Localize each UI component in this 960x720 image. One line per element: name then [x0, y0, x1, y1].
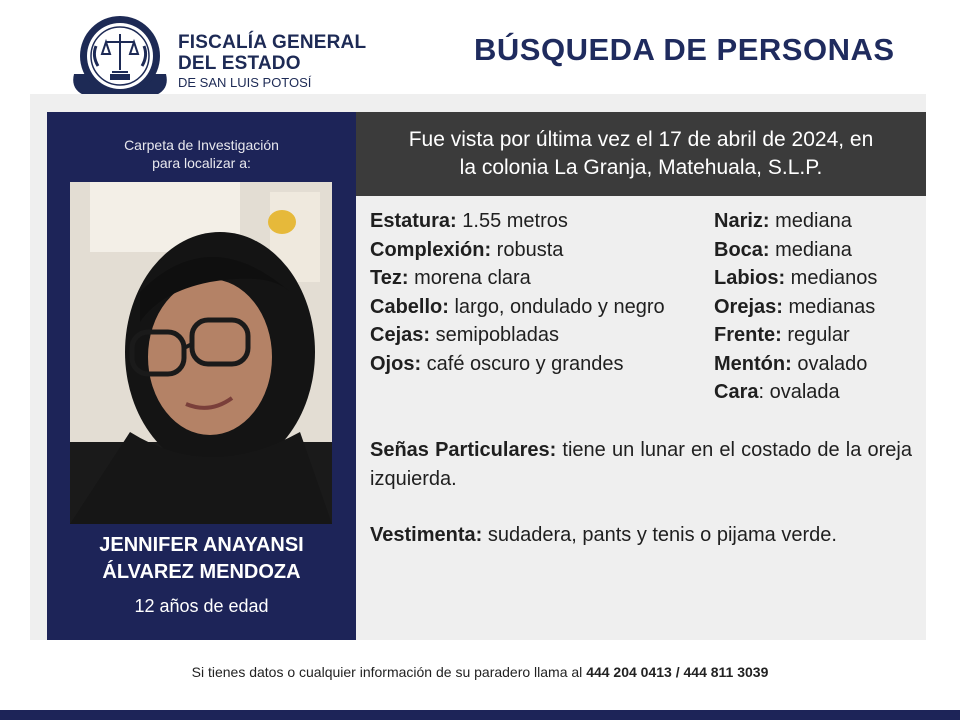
bottom-bar: [0, 710, 960, 720]
carpeta-label: [47, 136, 356, 172]
detail-label: Cabello:: [370, 295, 449, 318]
detail-value: café oscuro y grandes: [421, 352, 624, 375]
detail-value: medianos: [785, 267, 878, 289]
detail-value: robusta: [491, 238, 564, 261]
detail-label: Ojos:: [370, 352, 422, 375]
detail-orejas: [714, 293, 926, 322]
detail-labios: [714, 264, 926, 293]
detail-value: 1.55 metros: [456, 210, 568, 232]
detail-value: ovalado: [791, 352, 868, 375]
detail-estatura: [370, 207, 700, 236]
detail-value: regular: [781, 324, 850, 346]
detail-label: Complexión:: [370, 238, 492, 261]
detail-label: Tez:: [370, 267, 409, 289]
detail-label: Nariz:: [714, 210, 770, 232]
detail-value: medianas: [782, 295, 876, 318]
detail-label: Orejas:: [714, 295, 783, 318]
detail-label: Cejas:: [370, 324, 431, 346]
distinguishing-marks: [370, 436, 912, 493]
detail-ojos: [370, 350, 700, 379]
page-title: BÚSQUEDA DE PERSONAS: [474, 32, 895, 67]
institution-line-2: DEL ESTADO: [178, 53, 301, 74]
profile-column: [47, 112, 356, 640]
footer-text: Si tienes datos o cualquier información de su paradero llama al: [191, 664, 587, 680]
detail-value: largo, ondulado y negro: [448, 295, 665, 318]
last-seen-line-1: Fue vista por última vez el 17 de abril de 2024, en: [408, 128, 874, 151]
detail-menton: [714, 350, 926, 379]
clothing: [370, 521, 912, 550]
institution-line-1: FISCALÍA GENERAL: [178, 32, 367, 53]
detail-label: Mentón:: [714, 352, 792, 375]
person-name-line-1: JENNIFER ANAYANSI: [99, 534, 304, 556]
person-age: 12 años de edad: [134, 596, 269, 616]
contact-phones: 444 204 0413 / 444 811 3039: [586, 664, 769, 680]
last-seen-line-2: la colonia La Granja, Matehuala, S.L.P.: [459, 156, 823, 179]
vestimenta-value: sudadera, pants y tenis o pijama verde.: [482, 524, 837, 546]
person-name: [47, 532, 356, 586]
physical-details-left: [370, 207, 700, 378]
contact-footer: [0, 664, 960, 680]
detail-value: mediana: [769, 238, 852, 261]
vestimenta-label: Vestimenta:: [370, 524, 483, 546]
person-name-line-2: ÁLVAREZ MENDOZA: [102, 561, 301, 583]
detail-value: : ovalada: [758, 381, 840, 403]
detail-label: Boca:: [714, 238, 770, 261]
detail-cara: [714, 378, 926, 407]
detail-tez: [370, 264, 700, 293]
detail-value: semipobladas: [430, 324, 559, 346]
detail-cabello: [370, 293, 670, 322]
detail-boca: [714, 236, 926, 265]
detail-value: morena clara: [408, 267, 531, 289]
carpeta-line-2: para localizar a:: [152, 155, 251, 171]
detail-complexion: [370, 236, 700, 265]
senas-value: tiene un lunar en el costado de la oreja izquierda.: [370, 439, 912, 490]
carpeta-line-1: Carpeta de Investigación: [124, 137, 279, 153]
physical-details-right: [714, 207, 926, 407]
detail-nariz: [714, 207, 926, 236]
detail-label: Estatura:: [370, 210, 457, 232]
person-photo-illustration: [70, 182, 332, 524]
detail-label: Labios:: [714, 267, 786, 289]
senas-label: Señas Particulares:: [370, 439, 557, 461]
person-photo: [70, 182, 332, 524]
institution-line-3: DE SAN LUIS POTOSÍ: [178, 75, 312, 90]
detail-cejas: [370, 321, 700, 350]
detail-value: mediana: [769, 210, 852, 232]
institution-name: [178, 32, 368, 91]
detail-frente: [714, 321, 926, 350]
last-seen-banner: [356, 112, 926, 196]
fiscalia-seal-logo: [66, 12, 174, 104]
detail-label: Cara: [714, 381, 759, 403]
detail-label: Frente:: [714, 324, 782, 346]
